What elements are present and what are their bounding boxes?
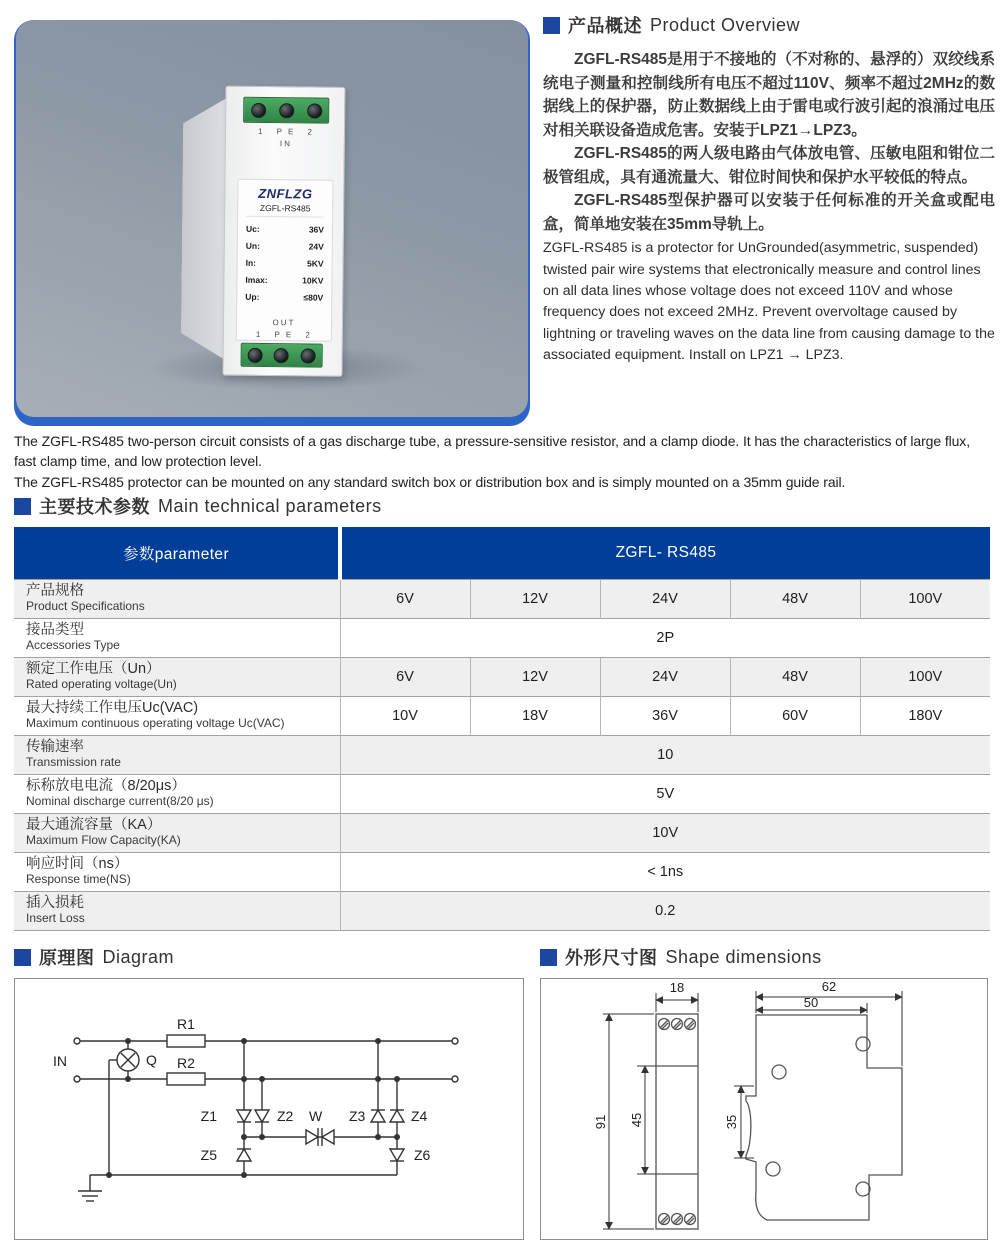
blue-square-icon xyxy=(543,17,560,34)
param-label-zh: 响应时间（ns） xyxy=(26,856,129,873)
tech-parameters-table xyxy=(14,527,990,931)
param-label-cell xyxy=(14,852,340,891)
device-spec-list xyxy=(245,224,324,303)
surge-protector-device xyxy=(172,71,355,383)
device-spec-value: ≤80V xyxy=(303,292,324,303)
device-spec-row xyxy=(246,258,324,269)
circuit-diagram-box xyxy=(14,978,524,1240)
param-label-en: Nominal discharge current(8/20 μs) xyxy=(26,793,214,808)
device-spec-key: Un: xyxy=(245,240,261,251)
device-spec-row xyxy=(245,275,323,286)
param-header-cell: 参数parameter xyxy=(14,527,340,579)
param-value-cell: 10 xyxy=(340,735,990,774)
table-row xyxy=(14,618,990,657)
table-row xyxy=(14,852,990,891)
param-value-cell: 6V xyxy=(340,579,470,618)
device-top-pins: 1 PE 2 xyxy=(257,126,319,137)
param-value-cell: 6V xyxy=(340,657,470,696)
screw-icon xyxy=(247,347,262,362)
param-label-cell xyxy=(14,696,340,735)
screw-icon xyxy=(279,103,294,118)
param-value-cell: 48V xyxy=(730,657,860,696)
param-label-en: Product Specifications xyxy=(26,598,145,613)
blue-square-icon xyxy=(540,949,557,966)
param-label-cell xyxy=(14,657,340,696)
tech-heading-zh: 主要技术参数 xyxy=(39,497,150,517)
device-spec-value: 36V xyxy=(308,224,325,235)
param-label-cell xyxy=(14,774,340,813)
overview-paragraph: ZGFL-RS485的两人级电路由气体放电管、压敏电阻和钳位二极管组成，具有通流量大、钳位时间快和保护水平较低的特点。 xyxy=(543,145,995,186)
device-out-label: OUT xyxy=(272,318,296,328)
param-label-cell xyxy=(14,579,340,618)
dim-18: 18 xyxy=(669,980,685,995)
screw-icon xyxy=(274,348,289,363)
label-in: IN xyxy=(53,1053,67,1069)
param-value-cell: 0.2 xyxy=(340,891,990,930)
param-label-zh: 插入损耗 xyxy=(26,895,84,912)
table-row xyxy=(14,774,990,813)
device-spec-row xyxy=(246,224,324,235)
label-z6: Z6 xyxy=(414,1147,431,1163)
param-label-zh: 最大通流容量（KA） xyxy=(26,817,162,834)
screw-icon xyxy=(307,103,322,118)
product-photo xyxy=(16,20,528,417)
device-bottom-pins: 1 PE 2 xyxy=(255,329,316,340)
intro-paragraph: The ZGFL-RS485 protector can be mounted on any standard switch box or distribution box and is simply mounted on a 35mm guide rail. xyxy=(14,473,846,490)
param-label-zh: 接品类型 xyxy=(26,622,84,639)
label-z4: Z4 xyxy=(411,1108,428,1124)
overview-heading xyxy=(543,12,995,38)
param-value-cell: 60V xyxy=(730,696,860,735)
table-row xyxy=(14,891,990,930)
dim-35: 35 xyxy=(724,1114,739,1130)
param-label-zh: 产品规格 xyxy=(26,583,84,600)
device-spec-row xyxy=(246,241,324,252)
param-value-cell: 5V xyxy=(340,774,990,813)
dimensions-heading-en: Shape dimensions xyxy=(665,946,822,967)
label-z3: Z3 xyxy=(349,1108,366,1124)
terminal-block-top xyxy=(243,97,329,124)
blue-square-icon xyxy=(14,498,31,515)
device-spec-key: Imax: xyxy=(245,274,268,286)
table-row xyxy=(14,735,990,774)
blue-square-icon xyxy=(14,949,31,966)
device-spec-value: 5KV xyxy=(307,258,324,269)
label-z1: Z1 xyxy=(200,1108,217,1124)
intro-paragraphs xyxy=(14,431,992,492)
param-label-cell xyxy=(14,618,340,657)
device-spec-key: Up: xyxy=(245,291,260,302)
param-label-zh: 最大持续工作电压Uc(VAC) xyxy=(26,700,199,717)
param-label-en: Maximum Flow Capacity(KA) xyxy=(26,832,181,847)
param-value-cell: < 1ns xyxy=(340,852,990,891)
device-front-face xyxy=(222,86,345,377)
param-value-cell: 24V xyxy=(600,657,730,696)
label-z5: Z5 xyxy=(200,1147,217,1163)
param-value-cell: 100V xyxy=(860,579,990,618)
param-value-cell: 36V xyxy=(600,696,730,735)
overview-paragraph-english: ZGFL-RS485 is a protector for UnGrounded(asymmetric, suspended) twisted pair wire systems that electronically measure and control lines on all data lines whose voltage does not exceed 110V and whose frequency does not exceed 2MHz. Prevent overvoltage caused by lightning or traveling waves on the data line from causing damage to the associated equipment. Install on LPZ1 → LPZ3. xyxy=(543,240,995,363)
dimensions-drawing xyxy=(541,979,987,1239)
param-label-en: Maximum continuous operating voltage Uc(VAC) xyxy=(26,715,285,730)
table-row xyxy=(14,579,990,618)
device-spec-value: 24V xyxy=(308,241,324,252)
device-spec-key: In: xyxy=(245,257,257,268)
table-row xyxy=(14,657,990,696)
tech-heading xyxy=(14,493,382,519)
overview-section xyxy=(543,12,995,366)
param-value-cell: 2P xyxy=(340,618,990,657)
table-header-row xyxy=(14,527,990,579)
param-label-cell xyxy=(14,813,340,852)
diagram-heading-en: Diagram xyxy=(102,946,175,967)
table-row xyxy=(14,813,990,852)
param-label-zh: 标称放电电流（8/20μs） xyxy=(26,778,186,795)
param-label-cell xyxy=(14,735,340,774)
label-w: W xyxy=(309,1108,323,1124)
product-photo-frame xyxy=(14,20,530,426)
param-value-cell: 180V xyxy=(860,696,990,735)
param-value-cell: 12V xyxy=(470,657,600,696)
dim-50: 50 xyxy=(803,995,819,1010)
device-brand: ZNFLZG xyxy=(258,185,313,202)
dim-91: 91 xyxy=(593,1114,608,1130)
shape-dimensions-box xyxy=(540,978,988,1240)
label-r1: R1 xyxy=(177,1016,195,1032)
terminal-block-bottom xyxy=(241,343,323,368)
param-label-zh: 传输速率 xyxy=(26,739,84,756)
table-row xyxy=(14,696,990,735)
dim-45: 45 xyxy=(629,1112,644,1128)
label-r2: R2 xyxy=(177,1055,195,1071)
device-spec-value: 10KV xyxy=(302,275,324,286)
overview-paragraph: ZGFL-RS485型保护器可以安装于任何标准的开关盒或配电盒，简单地安装在35mm导轨上。 xyxy=(543,192,995,233)
label-z2: Z2 xyxy=(277,1108,294,1124)
overview-heading-zh: 产品概述 xyxy=(568,16,642,36)
device-spec-row xyxy=(245,292,323,303)
dimensions-heading-zh: 外形尺寸图 xyxy=(565,948,658,968)
dimensions-heading xyxy=(540,944,822,970)
device-model: ZGFL-RS485 xyxy=(246,203,324,218)
param-value-cell: 100V xyxy=(860,657,990,696)
screw-icon xyxy=(301,348,316,363)
diagram-heading-zh: 原理图 xyxy=(39,948,95,968)
param-value-cell: 18V xyxy=(470,696,600,735)
param-label-en: Response time(NS) xyxy=(26,871,131,886)
param-label-en: Transmission rate xyxy=(26,754,121,769)
param-value-cell: 10V xyxy=(340,813,990,852)
diagram-heading xyxy=(14,944,174,970)
dim-62: 62 xyxy=(821,979,837,994)
param-value-cell: 12V xyxy=(470,579,600,618)
intro-paragraph: The ZGFL-RS485 two-person circuit consists of a gas discharge tube, a pressure-sensitive resistor, and a clamp diode. It has the characteristics of large flux, fast clamp time, and low protection level. xyxy=(14,433,970,470)
param-label-en: Insert Loss xyxy=(26,910,85,925)
tech-heading-en: Main technical parameters xyxy=(158,495,382,516)
param-label-zh: 额定工作电压（Un） xyxy=(26,661,161,678)
device-side-face xyxy=(181,97,228,359)
overview-heading-en: Product Overview xyxy=(650,14,801,35)
overview-paragraph: ZGFL-RS485是用于不接地的（不对称的、悬浮的）双绞线系统电子测量和控制线所有电压不超过110V、频率不超过2MHz的数据线上的保护器，防止数据线上由于雷电或行波引起的浪涌过电压对相关联设备造成危害。安装于LPZ1→LPZ3。 xyxy=(543,51,995,139)
device-in-label: IN xyxy=(279,139,292,149)
label-q: Q xyxy=(146,1052,157,1068)
param-label-en: Accessories Type xyxy=(26,637,120,652)
model-header-cell: ZGFL- RS485 xyxy=(340,527,990,579)
param-label-en: Rated operating voltage(Un) xyxy=(26,676,177,691)
param-value-cell: 24V xyxy=(600,579,730,618)
param-value-cell: 48V xyxy=(730,579,860,618)
device-spec-key: Uc: xyxy=(245,223,260,234)
screw-icon xyxy=(251,102,266,117)
param-label-cell xyxy=(14,891,340,930)
param-value-cell: 10V xyxy=(340,696,470,735)
circuit-diagram xyxy=(15,979,523,1239)
